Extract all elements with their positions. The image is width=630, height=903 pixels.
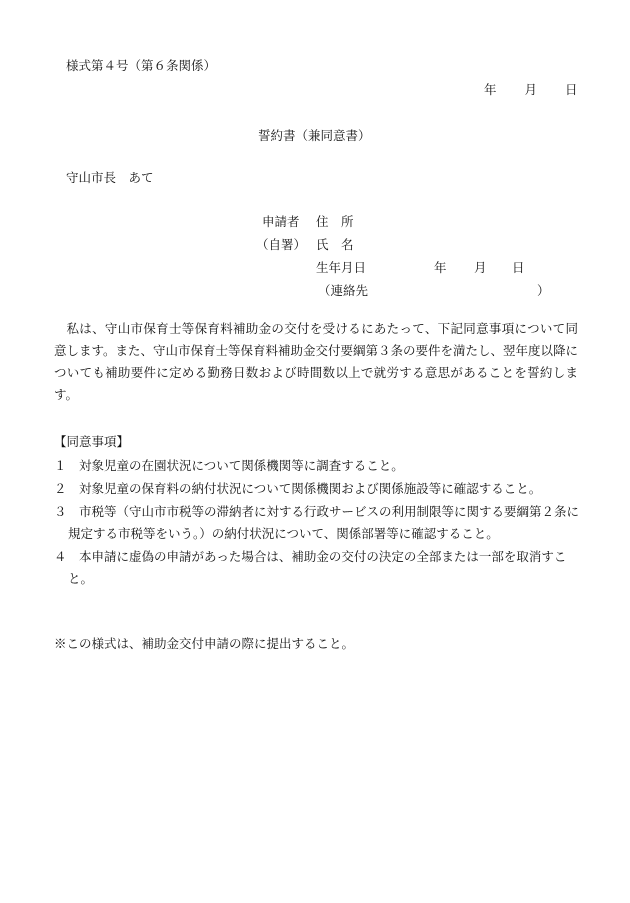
consent-item-text: 市税等（守山市市税等の滞納者に対する行政サービスの利用制限等に関する要綱第２条に規定する市税等をいう。）の納付状況について、関係部署等に確認すること。	[68, 504, 580, 541]
consent-item	[54, 455, 582, 477]
date-line	[484, 80, 577, 98]
name-label: 氏 名	[316, 237, 354, 252]
birth-year-label: 年	[434, 260, 447, 275]
consent-item-text: 対象児童の在園状況について関係機関等に調査すること。	[79, 458, 404, 473]
consent-item	[54, 501, 582, 545]
consent-item	[54, 478, 582, 500]
date-day-label: 日	[564, 82, 578, 97]
form-number: 様式第４号（第６条関係）	[66, 58, 217, 73]
applicant-role: 申請者	[262, 214, 300, 229]
consent-item-number: ４	[54, 549, 67, 564]
footnote: ※この様式は、補助金交付申請の際に提出すること。	[54, 636, 355, 651]
consent-item-text: 対象児童の保育料の納付状況について関係機関および関係施設等に確認すること。	[79, 481, 542, 496]
consent-item	[54, 546, 582, 590]
consent-item-number: ３	[54, 504, 67, 519]
contact-label: （連絡先	[318, 283, 369, 298]
body-paragraph: 私は、守山市保育士等保育料補助金の交付を受けるにあたって、下記同意事項について同意します。また、守山市保育士等保育料補助金交付要綱第３条の要件を満たし、翌年度以降についても補助要件に定める勤務日数および時間数以上で就労する意思があることを誓約します。	[54, 321, 579, 402]
consent-heading: 【同意事項】	[54, 434, 130, 449]
address-label: 住 所	[316, 214, 354, 229]
addressee: 守山市長 あて	[66, 170, 154, 185]
consent-item-number: ２	[54, 481, 67, 496]
document-title: 誓約書（兼同意書）	[258, 128, 371, 143]
birth-day-label: 日	[512, 260, 525, 275]
birth-month-label: 月	[474, 260, 487, 275]
birthdate-label: 生年月日	[316, 260, 367, 275]
date-month-label: 月	[524, 82, 537, 97]
consent-item-number: １	[54, 458, 67, 473]
date-year-label: 年	[484, 82, 497, 97]
consent-item-text: 本申請に虚偽の申請があった場合は、補助金の交付の決定の全部または一部を取消すこと。	[68, 549, 567, 586]
contact-close: ）	[537, 283, 550, 298]
signature-note: （自署）	[256, 237, 307, 252]
